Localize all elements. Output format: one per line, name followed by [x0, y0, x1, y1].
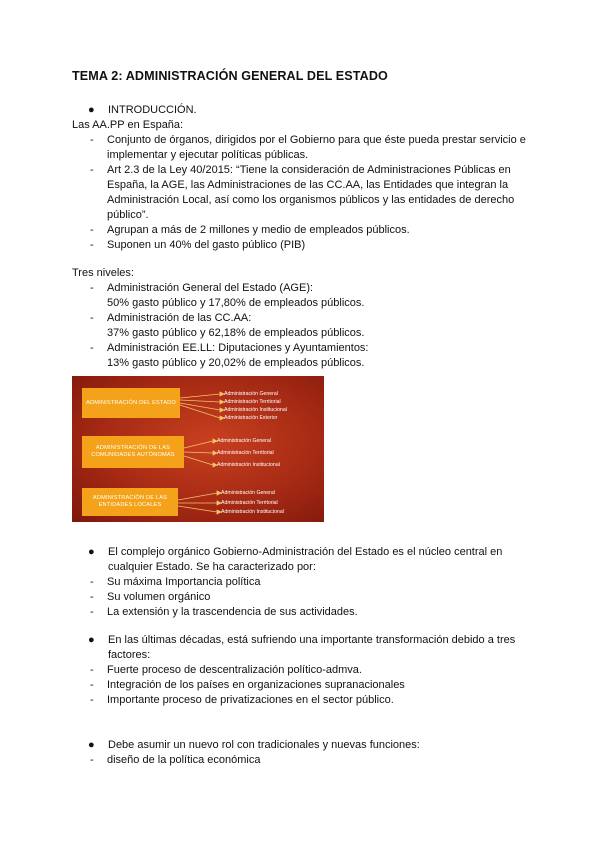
box-ccaa: ADMINISTRACIÓN DE LAS COMUNIDADES AUTÓNOMAS — [82, 436, 184, 468]
list-item: - Su máxima Importancia política — [90, 576, 261, 588]
role-list — [72, 753, 532, 768]
list-item: - diseño de la política económica — [90, 754, 261, 766]
decades-paragraph: ● En las últimas décadas, está sufriendo una importante transformación debido a tres factores: — [88, 634, 516, 661]
complex-paragraph: ● El complejo orgánico Gobierno-Administración del Estado es el núcleo central en cualquier Estado. Se ha caracterizado por: — [88, 546, 503, 573]
complex-section — [72, 545, 532, 620]
bullet-icon: ● — [88, 104, 95, 116]
list-item: - La extensión y la trascendencia de sus actividades. — [90, 606, 358, 618]
intro-list — [72, 133, 532, 253]
target-label: Administración General — [221, 490, 275, 496]
levels-lead: Tres niveles: — [72, 267, 134, 279]
decades-section — [72, 633, 532, 708]
target-label: Administración Territorial — [217, 450, 274, 456]
list-item: - Administración General del Estado (AGE): 50% gasto público y 17,80% de empleados públicos. — [90, 282, 365, 309]
decades-list — [72, 663, 532, 708]
target-label: Administración Institucional — [221, 509, 284, 515]
target-label: Administración General — [224, 391, 278, 397]
box-estado: ADMINISTRACIÓN DEL ESTADO — [82, 388, 180, 418]
list-item: - Conjunto de órganos, dirigidos por el Gobierno para que éste pueda prestar servicio e implementar y ejecutar políticas públicas. — [90, 134, 526, 161]
target-label: Administración Territorial — [221, 500, 278, 506]
box-eell: ADMINISTRACIÓN DE LAS ENTIDADES LOCALES — [82, 488, 178, 516]
bullet-icon: ● — [88, 739, 95, 751]
target-label: Administración Institucional — [217, 462, 280, 468]
role-section — [72, 738, 532, 768]
target-label: Administración Institucional — [224, 407, 287, 413]
list-item: - Fuerte proceso de descentralización político-admva. — [90, 664, 362, 676]
target-label: Administración Exterior — [224, 415, 278, 421]
list-item: - Suponen un 40% del gasto público (PIB) — [90, 239, 306, 251]
levels-list — [72, 281, 532, 371]
intro-heading-line — [72, 103, 532, 118]
list-item: - Su volumen orgánico — [90, 591, 211, 603]
list-item: - Agrupan a más de 2 millones y medio de empleados públicos. — [90, 224, 410, 236]
list-item: - Art 2.3 de la Ley 40/2015: “Tiene la consideración de Administraciones Públicas en España, la AGE, las Administraciones de las CC.AA, las Entidades que integran la Administración Local, así como los organismos públicos y las entidades de derecho público”. — [90, 164, 515, 221]
target-label: Administración Territorial — [224, 399, 281, 405]
list-item: - Administración de las CC.AA: 37% gasto público y 62,18% de empleados públicos. — [90, 312, 365, 339]
target-label: Administración General — [217, 438, 271, 444]
intro-lead: Las AA.PP en España: — [72, 119, 184, 131]
list-item: - Integración de los países en organizaciones supranacionales — [90, 679, 405, 691]
intro-heading: INTRODUCCIÓN. — [108, 104, 197, 116]
bullet-icon: ● — [88, 634, 95, 646]
administration-diagram — [72, 376, 324, 522]
page-title: TEMA 2: ADMINISTRACIÓN GENERAL DEL ESTADO — [72, 69, 388, 83]
intro-section — [72, 103, 532, 253]
complex-list — [72, 575, 532, 620]
levels-section — [72, 266, 532, 371]
role-paragraph: ● Debe asumir un nuevo rol con tradicionales y nuevas funciones: — [88, 739, 420, 751]
list-item: - Administración EE.LL: Diputaciones y Ayuntamientos: 13% gasto público y 20,02% de empleados públicos. — [90, 342, 369, 369]
bullet-icon: ● — [88, 546, 95, 558]
list-item: - Importante proceso de privatizaciones en el sector público. — [90, 694, 394, 706]
